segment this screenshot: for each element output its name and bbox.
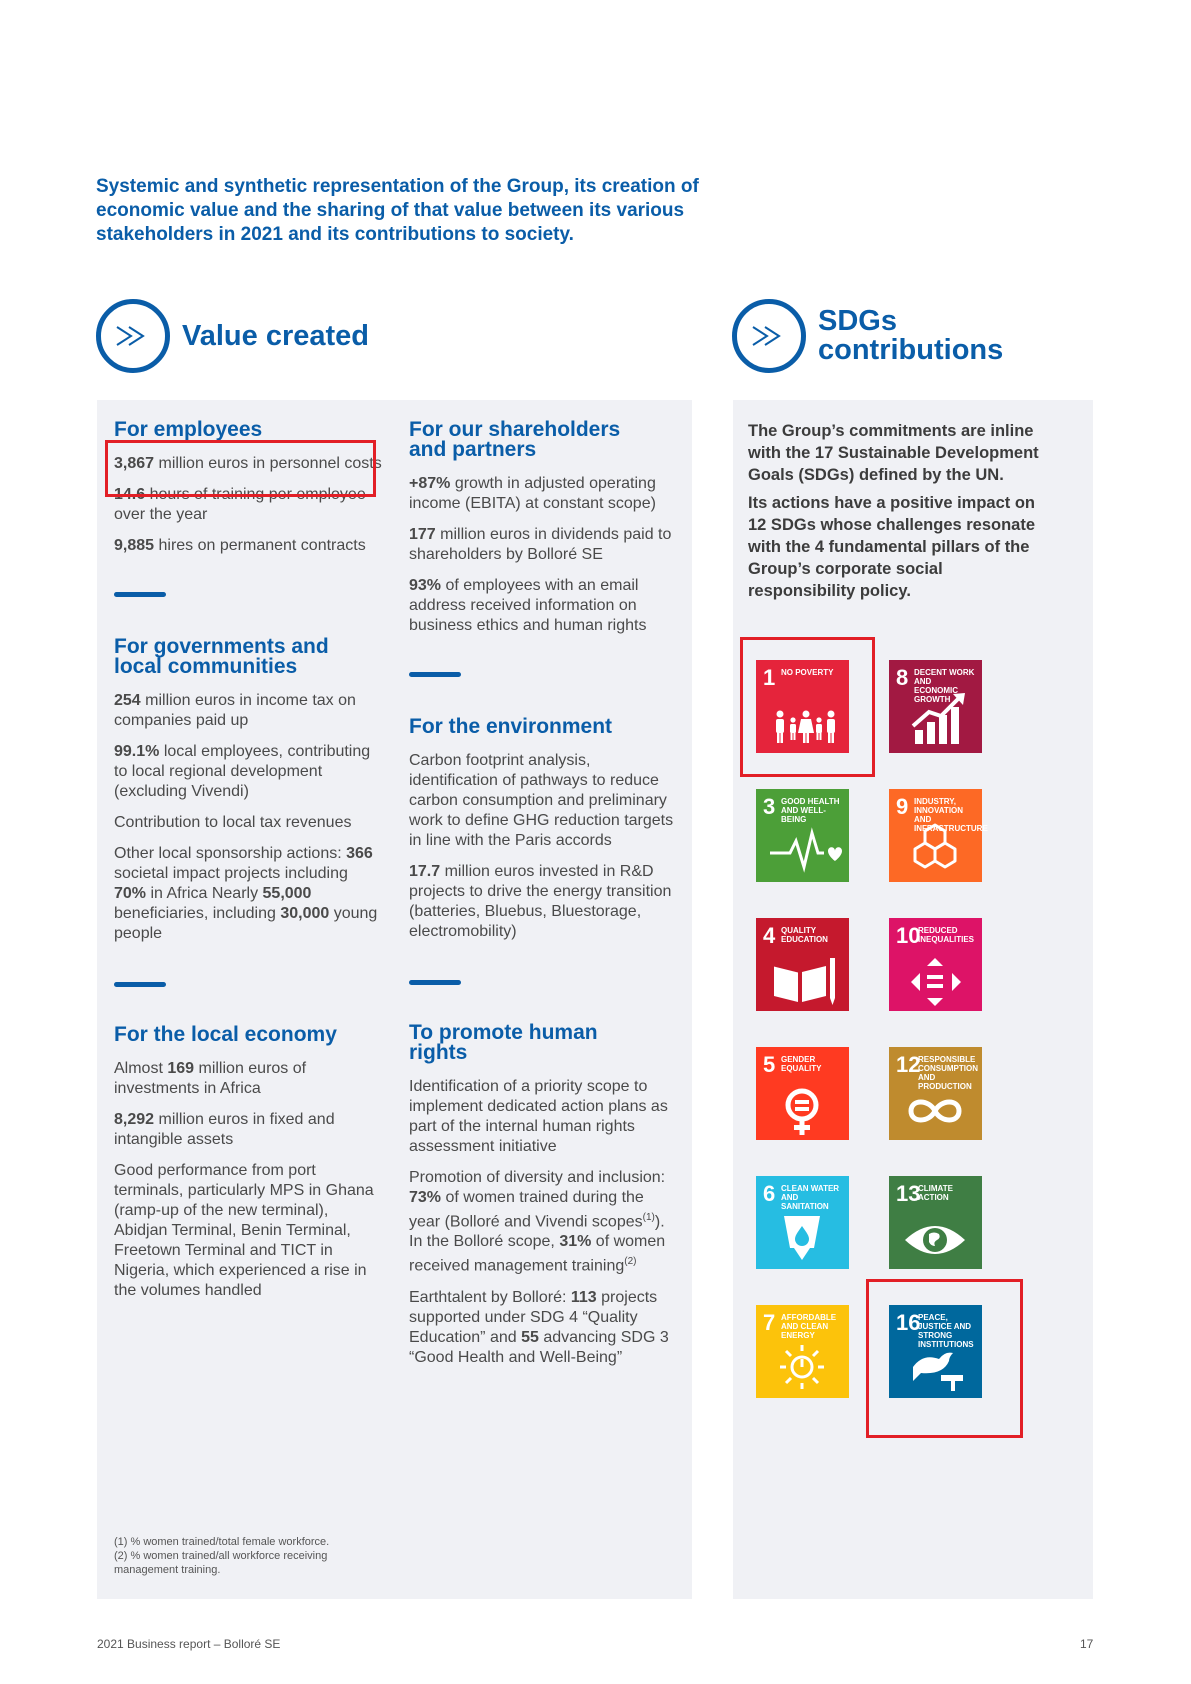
shareholders-item: 93% of employees with an email address received information on business ethics and human rights — [409, 577, 647, 634]
sdg-label: GENDER EQUALITY — [781, 1055, 822, 1073]
employees-item: 9,885 hires on permanent contracts — [114, 537, 366, 554]
sdg-number: 3 — [763, 794, 776, 819]
human-rights-item: Earthtalent by Bolloré: 113 projects supported under SDG 4 “Quality Education” and 55 advancing SDG 3 “Good Health and Well-Being” — [409, 1288, 669, 1366]
sdg-title — [818, 307, 1003, 365]
environment-section — [409, 717, 674, 942]
sdg-label: INDUSTRY, INNOVATION AND INFRASTRUCTURE — [914, 797, 988, 833]
sdg-label: PEACE, JUSTICE AND STRONG INSTITUTIONS — [918, 1313, 974, 1349]
section-divider — [114, 982, 166, 987]
human-rights-title: To promote human rights — [409, 1021, 598, 1064]
local-economy-item: 8,292 million euros in fixed and intangible assets — [114, 1111, 335, 1148]
footnote: (2) % women trained/all workforce receiving management training. — [114, 1550, 328, 1576]
shareholders-item: 177 million euros in dividends paid to shareholders by Bolloré SE — [409, 526, 672, 563]
intro-heading: Systemic and synthetic representation of the Group, its creation of economic value and the sharing of that value between its various stakeholders in 2021 and its contributions to society. — [96, 176, 699, 245]
employees-item: 14.6 hours of training per employee over the year — [114, 486, 366, 523]
governments-item: 254 million euros in income tax on companies paid up — [114, 692, 356, 729]
shareholders-item: +87% growth in adjusted operating income (EBITA) at constant scope) — [409, 475, 656, 512]
local-economy-title: For the local economy — [114, 1023, 337, 1046]
sdg-label: CLIMATE ACTION — [918, 1184, 953, 1202]
sdg-number: 5 — [763, 1052, 776, 1077]
sdg-label: RESPONSIBLE CONSUMPTION AND PRODUCTION — [918, 1055, 978, 1091]
sdg-number: 12 — [896, 1052, 921, 1077]
governments-section — [114, 637, 384, 944]
governments-title: For governments and local communities — [114, 635, 329, 678]
sdg-tile-4 — [756, 918, 849, 1011]
right-column — [409, 420, 674, 1379]
sdg-description-para: The Group’s commitments are inline with the 17 Sustainable Development Goals (SDGs) defined by the UN. — [748, 422, 1039, 484]
sdg-label: CLEAN WATER AND SANITATION — [781, 1184, 840, 1211]
employees-item: 3,867 million euros in personnel costs — [114, 455, 382, 472]
section-divider — [409, 672, 461, 677]
value-created-header — [96, 299, 369, 373]
human-rights-item: Promotion of diversity and inclusion: 73% of women trained during the year (Bolloré and Vivendi scopes$^{(1)}$). In the Bolloré scope, 31% of women received management training$^{(2)}$ — [409, 1169, 666, 1275]
footnote: (1) % women trained/total female workforce. — [114, 1536, 330, 1548]
sdg-title-line1: SDGs — [818, 305, 897, 337]
governments-item: Contribution to local tax revenues — [114, 814, 352, 831]
sdg-number: 7 — [763, 1310, 776, 1335]
highlight-box — [866, 1279, 1023, 1438]
local-economy-section — [114, 1025, 384, 1301]
sdg-label: DECENT WORK AND ECONOMIC GROWTH — [914, 668, 975, 704]
environment-item: 17.7 million euros invested in R&D projects to drive the energy transition (batteries, Bluebus, Bluestorage, electromobility) — [409, 863, 672, 940]
human-rights-item: Identification of a priority scope to implement dedicated action plans as part of the internal human rights assessment initiative — [409, 1078, 668, 1155]
double-chevron-right-icon — [96, 299, 170, 373]
sdg-number: 16 — [896, 1310, 921, 1335]
sdg-tile-6 — [756, 1176, 849, 1269]
sdg-number: 8 — [896, 665, 909, 690]
environment-title: For the environment — [409, 715, 613, 738]
highlight-box — [740, 637, 875, 777]
section-divider — [409, 980, 461, 985]
sdg-tile-12 — [889, 1047, 982, 1140]
sdg-number: 4 — [763, 923, 776, 948]
sdg-label: REDUCED INEQUALITIES — [918, 926, 975, 944]
footnotes — [114, 1535, 344, 1577]
sdg-number: 13 — [896, 1181, 921, 1206]
section-divider — [114, 592, 166, 597]
sdg-description-para: Its actions have a positive impact on 12 SDGs whose challenges resonate with the 4 fundamental pillars of the Group’s corporate social responsibility policy. — [748, 494, 1036, 600]
sdg-label: GOOD HEALTH AND WELL-BEING — [781, 797, 840, 824]
left-column — [114, 420, 384, 1312]
value-created-title: Value created — [182, 319, 369, 352]
environment-item: Carbon footprint analysis, identification of pathways to reduce carbon consumption and preliminary work to define GHG reduction targets in line with the Paris accords — [409, 752, 674, 849]
sdg-label: NO POVERTY — [781, 668, 834, 677]
shareholders-section — [409, 420, 674, 636]
double-chevron-right-icon — [732, 299, 806, 373]
sdg-tile-9 — [889, 789, 988, 882]
employees-title: For employees — [114, 418, 263, 441]
sdg-description — [748, 420, 1048, 608]
local-economy-item: Good performance from port terminals, particularly MPS in Ghana (ramp-up of the new terminal), Abidjan Terminal, Benin Terminal, Freetown Terminal and TICT in Nigeria, which experienced a rise in the volumes handled — [114, 1162, 374, 1299]
local-economy-item: Almost 169 million euros of investments in Africa — [114, 1060, 307, 1097]
sdg-number: 1 — [763, 665, 776, 690]
sdg-title-line2: contributions — [818, 334, 1004, 366]
shareholders-title: For our shareholders and partners — [409, 418, 621, 461]
sdg-tile-3 — [756, 789, 849, 882]
page-number: 17 — [1080, 1637, 1094, 1651]
governments-item: Other local sponsorship actions: 366 societal impact projects including 70% in Africa Nearly 55,000 beneficiaries, including 30,000 young people — [114, 845, 378, 942]
highlight-box — [105, 440, 376, 497]
sdg-number: 6 — [763, 1181, 776, 1206]
sdg-label: AFFORDABLE AND CLEAN ENERGY — [781, 1313, 837, 1340]
sdg-header — [732, 299, 1003, 373]
footer-text: 2021 Business report – Bolloré SE — [97, 1637, 281, 1651]
sdg-tile-7 — [756, 1305, 849, 1398]
sdg-tile-5 — [756, 1047, 849, 1140]
sdg-tile-13 — [889, 1176, 982, 1269]
human-rights-section — [409, 1023, 674, 1368]
sdg-number: 10 — [896, 923, 921, 948]
sdg-label: QUALITY EDUCATION — [781, 926, 828, 944]
governments-item: 99.1% local employees, contributing to local regional development (excluding Vivendi) — [114, 743, 371, 800]
sdg-number: 9 — [896, 794, 909, 819]
sdg-tile-10 — [889, 918, 982, 1011]
sdg-tile-8 — [889, 660, 982, 753]
